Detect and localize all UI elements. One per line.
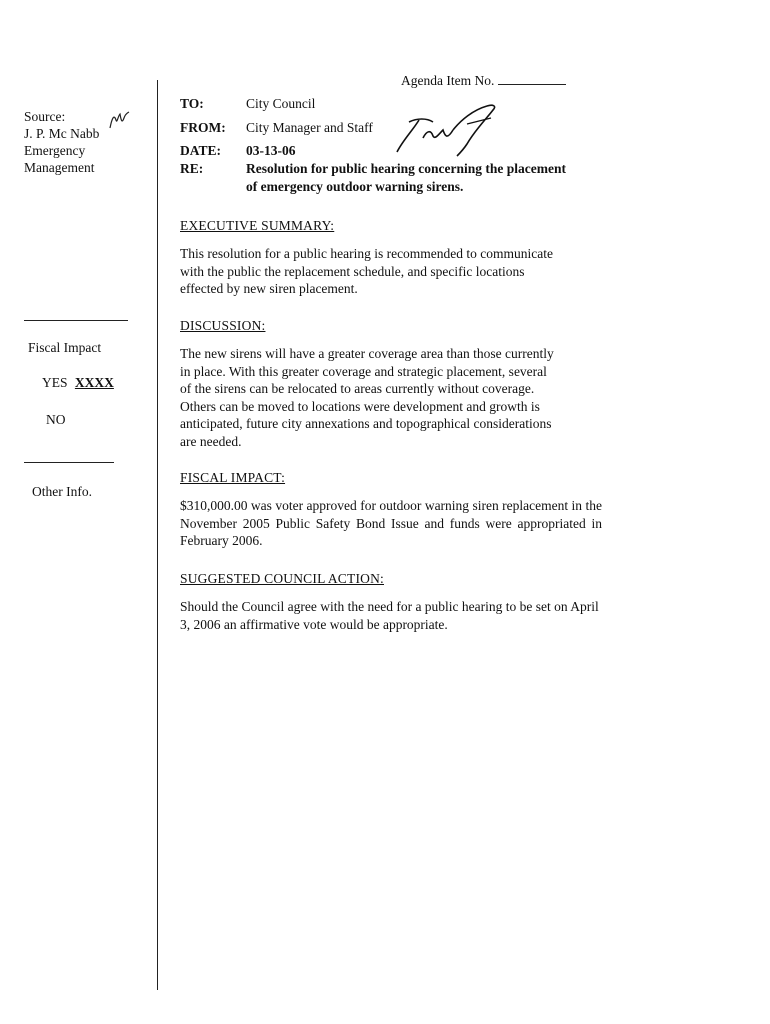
fiscal-impact-title: FISCAL IMPACT: bbox=[180, 470, 286, 485]
initials-mark bbox=[108, 110, 132, 132]
vertical-divider bbox=[157, 80, 158, 990]
text-line: of the sirens can be relocated to areas currently without coverage. bbox=[180, 381, 535, 396]
re-value-line1: Resolution for public hearing concerning the placement bbox=[246, 161, 566, 176]
source-line: Emergency bbox=[24, 143, 86, 158]
text-line: in place. With this greater coverage and strategic placement, several bbox=[180, 363, 547, 379]
executive-summary-text bbox=[180, 245, 602, 298]
sidebar-divider bbox=[24, 462, 114, 463]
yes-row bbox=[42, 375, 114, 391]
no-label: NO bbox=[46, 412, 66, 427]
discussion-title: DISCUSSION: bbox=[180, 318, 266, 333]
agenda-item-label: Agenda Item No. bbox=[401, 73, 495, 88]
re-label: RE: bbox=[180, 161, 204, 176]
text-line: anticipated, future city annexations and topographical considerations bbox=[180, 416, 552, 431]
suggested-action-text: Should the Council agree with the need for a public hearing to be set on April 3, 2006 an affirmative vote would be appropriate. bbox=[180, 599, 599, 632]
text-line: with the public the replacement schedule, and specific locations bbox=[180, 263, 525, 279]
suggested-action-title: SUGGESTED COUNCIL ACTION: bbox=[180, 571, 384, 586]
text-line: are needed. bbox=[180, 433, 242, 449]
source-line: Management bbox=[24, 160, 95, 175]
fiscal-impact-text: $310,000.00 was voter approved for outdoor warning siren replacement in the November 2005 Public Safety Bond Issue and funds were appropriated in February 2006. bbox=[180, 498, 602, 548]
re-value-line2: of emergency outdoor warning sirens. bbox=[246, 179, 464, 194]
yes-value: XXXX bbox=[74, 375, 114, 390]
date-label: DATE: bbox=[180, 143, 222, 158]
from-label: FROM: bbox=[180, 120, 226, 135]
source-block bbox=[24, 108, 99, 176]
text-line: Others can be moved to locations were development and growth is bbox=[180, 398, 540, 414]
to-label: TO: bbox=[180, 96, 204, 111]
text-line: effected by new siren placement. bbox=[180, 281, 358, 296]
text-line: The new sirens will have a greater coverage area than those currently bbox=[180, 346, 554, 361]
text-line: This resolution for a public hearing is recommended to communicate bbox=[180, 246, 554, 261]
fiscal-impact-label: Fiscal Impact bbox=[28, 340, 102, 355]
executive-summary-title: EXECUTIVE SUMMARY: bbox=[180, 218, 335, 233]
to-value: City Council bbox=[246, 96, 316, 111]
agenda-item-line bbox=[401, 72, 566, 89]
agenda-item-blank bbox=[498, 72, 566, 85]
source-line: J. P. Mc Nabb bbox=[24, 126, 100, 141]
source-line: Source: bbox=[24, 109, 66, 124]
sidebar-divider bbox=[24, 320, 128, 321]
date-value: 03-13-06 bbox=[246, 143, 296, 158]
other-info-label: Other Info. bbox=[32, 484, 92, 499]
signature bbox=[383, 100, 513, 160]
discussion-text bbox=[180, 345, 602, 450]
from-value: City Manager and Staff bbox=[246, 120, 373, 135]
yes-label: YES bbox=[42, 375, 68, 390]
